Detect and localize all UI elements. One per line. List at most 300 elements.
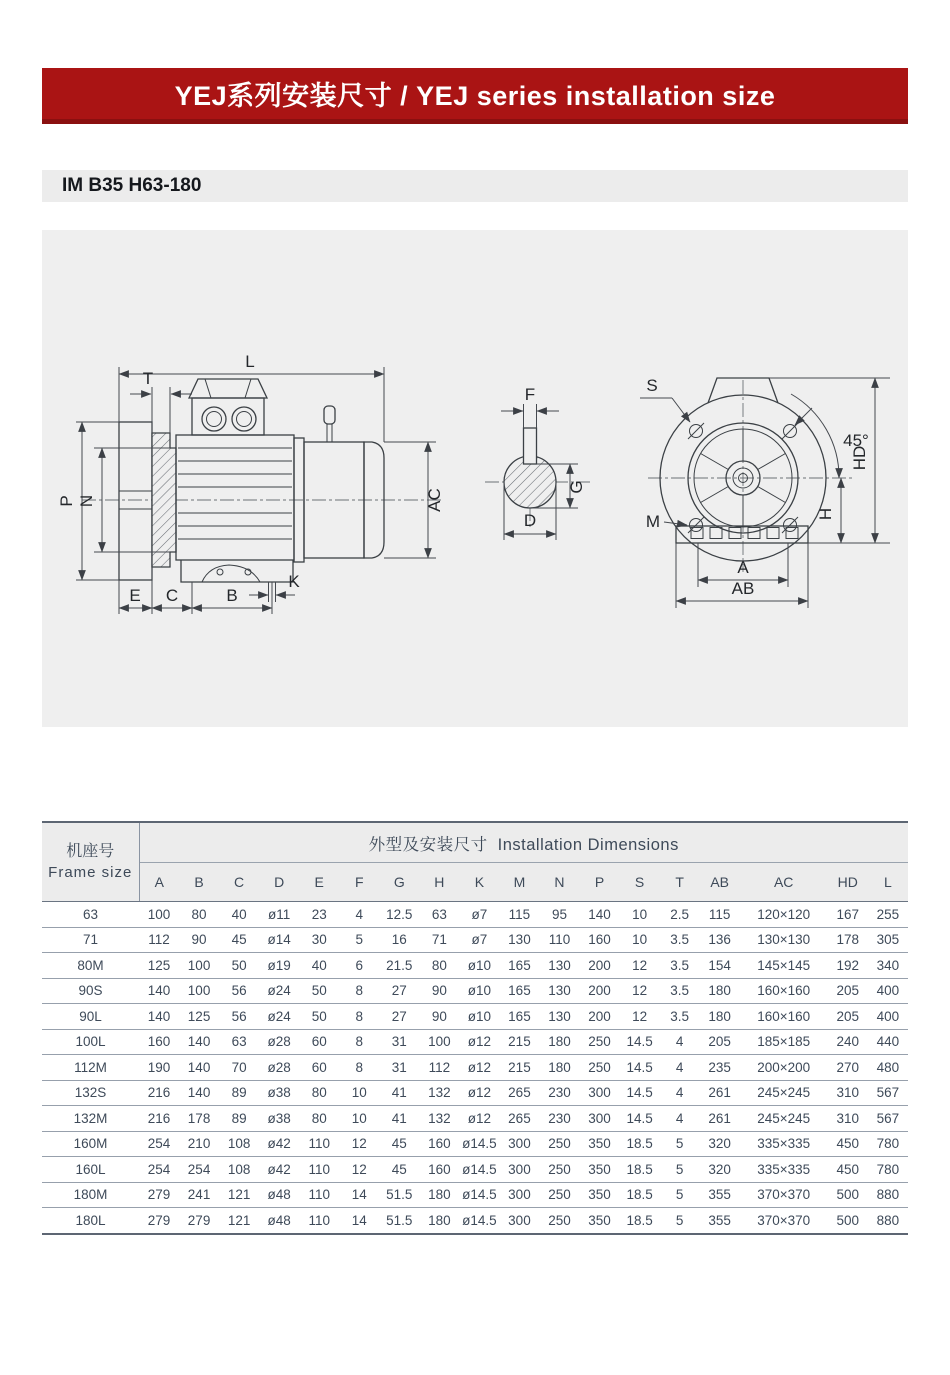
- dimension-cell: 320: [700, 1157, 740, 1183]
- technical-drawing-panel: [42, 230, 908, 727]
- table-row: [42, 1208, 908, 1234]
- dim-label-d: D: [523, 511, 537, 530]
- table-row: [42, 1055, 908, 1081]
- dimension-cell: 200: [580, 953, 620, 979]
- dimension-cell: 160: [139, 1029, 179, 1055]
- dim-label-m: M: [645, 512, 661, 531]
- dimension-cell: 160×160: [740, 1004, 828, 1030]
- dim-label-ab: AB: [731, 579, 755, 598]
- dimension-cell: 500: [828, 1208, 868, 1234]
- dimension-cell: 160×160: [740, 978, 828, 1004]
- dimension-cell: 89: [219, 1106, 259, 1132]
- dimension-cell: ø48: [259, 1182, 299, 1208]
- column-header: T: [660, 863, 700, 902]
- dimension-cell: 140: [179, 1055, 219, 1081]
- frame-size-cell: 80M: [42, 953, 139, 979]
- dimension-cell: ø14.5: [459, 1208, 499, 1234]
- dimension-cell: 45: [219, 927, 259, 953]
- dimension-cell: 8: [339, 1029, 379, 1055]
- dimension-cell: 205: [700, 1029, 740, 1055]
- dimension-cell: 140: [139, 1004, 179, 1030]
- dimension-cell: 45: [379, 1131, 419, 1157]
- column-header: H: [419, 863, 459, 902]
- dimension-cell: 200×200: [740, 1055, 828, 1081]
- dimension-cell: 4: [339, 902, 379, 928]
- dimension-cell: ø14.5: [459, 1131, 499, 1157]
- frame-size-cell: 160M: [42, 1131, 139, 1157]
- dimension-cell: 250: [580, 1029, 620, 1055]
- dimension-cell: 254: [139, 1131, 179, 1157]
- table-row: [42, 1106, 908, 1132]
- dimension-cell: 167: [828, 902, 868, 928]
- dimension-cell: 108: [219, 1157, 259, 1183]
- dimension-cell: 50: [299, 1004, 339, 1030]
- dimension-cell: 50: [219, 953, 259, 979]
- dimension-cell: 178: [828, 927, 868, 953]
- dimension-cell: 279: [139, 1208, 179, 1234]
- table-row: [42, 953, 908, 979]
- dimension-cell: ø7: [459, 902, 499, 928]
- dimension-cell: 250: [539, 1208, 579, 1234]
- dimension-cell: 140: [179, 1080, 219, 1106]
- dimension-cell: 100: [139, 902, 179, 928]
- dimension-cell: 205: [828, 978, 868, 1004]
- dimension-cell: 780: [868, 1157, 908, 1183]
- dimension-cell: 180: [700, 978, 740, 1004]
- column-header: F: [339, 863, 379, 902]
- dimension-cell: 125: [179, 1004, 219, 1030]
- dimension-cell: 350: [580, 1182, 620, 1208]
- dimension-cell: 279: [139, 1182, 179, 1208]
- dimension-cell: ø11: [259, 902, 299, 928]
- dimension-cell: 110: [299, 1182, 339, 1208]
- dimension-cell: 567: [868, 1080, 908, 1106]
- dimension-cell: 63: [419, 902, 459, 928]
- dimension-cell: ø28: [259, 1055, 299, 1081]
- dimension-cell: 2.5: [660, 902, 700, 928]
- dimension-cell: 3.5: [660, 927, 700, 953]
- dimension-cell: 190: [139, 1055, 179, 1081]
- dimension-cell: 254: [179, 1157, 219, 1183]
- dimension-cell: 23: [299, 902, 339, 928]
- dimension-cell: 4: [660, 1029, 700, 1055]
- dimension-cell: 10: [339, 1106, 379, 1132]
- frame-size-cell: 180L: [42, 1208, 139, 1234]
- shaft-section-drawing: [485, 385, 590, 540]
- dimension-cell: 56: [219, 978, 259, 1004]
- dimension-cell: 160: [419, 1157, 459, 1183]
- frame-size-cell: 90L: [42, 1004, 139, 1030]
- dimension-cell: 31: [379, 1029, 419, 1055]
- dimension-cell: ø28: [259, 1029, 299, 1055]
- frame-size-cell: 132M: [42, 1106, 139, 1132]
- dimension-cell: ø19: [259, 953, 299, 979]
- dimension-cell: 400: [868, 978, 908, 1004]
- dimension-cell: 132: [419, 1106, 459, 1132]
- dimension-cell: 132: [419, 1080, 459, 1106]
- dimension-cell: 216: [139, 1106, 179, 1132]
- dimension-cell: 130: [539, 953, 579, 979]
- dimension-cell: 89: [219, 1080, 259, 1106]
- dimension-cell: 350: [580, 1208, 620, 1234]
- dimension-cell: 250: [539, 1131, 579, 1157]
- dimension-cell: 14: [339, 1208, 379, 1234]
- dimension-cell: 6: [339, 953, 379, 979]
- dimension-cell: 14.5: [620, 1080, 660, 1106]
- dimension-cell: 245×245: [740, 1080, 828, 1106]
- dim-label-a: A: [737, 558, 749, 577]
- dim-label-s: S: [646, 376, 658, 395]
- dimension-cell: 350: [580, 1131, 620, 1157]
- dimensions-group-header-zh: 外型及安装尺寸: [368, 835, 488, 854]
- dimension-cell: 8: [339, 1004, 379, 1030]
- dimension-cell: 80: [299, 1080, 339, 1106]
- page-title: YEJ系列安装尺寸 / YEJ series installation size: [174, 81, 776, 111]
- frame-size-cell: 71: [42, 927, 139, 953]
- dimension-cell: 320: [700, 1131, 740, 1157]
- table-row: [42, 1029, 908, 1055]
- dimension-cell: 40: [299, 953, 339, 979]
- dimension-cell: 120×120: [740, 902, 828, 928]
- dimension-cell: 121: [219, 1208, 259, 1234]
- dimension-cell: 27: [379, 1004, 419, 1030]
- dimension-cell: 3.5: [660, 978, 700, 1004]
- dimension-cell: 3.5: [660, 1004, 700, 1030]
- dimension-cell: ø14: [259, 927, 299, 953]
- dimension-cell: 205: [828, 1004, 868, 1030]
- dim-label-c: C: [165, 586, 179, 605]
- dimension-cell: 56: [219, 1004, 259, 1030]
- frame-size-cell: 100L: [42, 1029, 139, 1055]
- dimension-cell: 180: [539, 1055, 579, 1081]
- dimension-cell: 140: [580, 902, 620, 928]
- dimensions-group-header-en: Installation Dimensions: [497, 835, 679, 854]
- dimension-cell: 210: [179, 1131, 219, 1157]
- dimension-cell: 18.5: [620, 1131, 660, 1157]
- dim-label-h: H: [816, 507, 835, 521]
- dimension-cell: 250: [580, 1055, 620, 1081]
- dimension-cell: 450: [828, 1131, 868, 1157]
- catalog-page: [42, 68, 908, 1235]
- dimension-cell: 95: [539, 902, 579, 928]
- frame-size-cell: 180M: [42, 1182, 139, 1208]
- frame-size-cell: 112M: [42, 1055, 139, 1081]
- column-header: A: [139, 863, 179, 902]
- dim-label-angle: 45°: [843, 431, 869, 450]
- dimension-cell: 165: [499, 978, 539, 1004]
- dimension-cell: 130: [539, 978, 579, 1004]
- table-row: [42, 1004, 908, 1030]
- column-header: E: [299, 863, 339, 902]
- dim-label-g: G: [567, 480, 586, 494]
- table-row: [42, 1131, 908, 1157]
- column-header: AB: [700, 863, 740, 902]
- dimension-cell: 80: [299, 1106, 339, 1132]
- dimension-cell: 160: [580, 927, 620, 953]
- table-row: [42, 1182, 908, 1208]
- column-header: G: [379, 863, 419, 902]
- dimension-cell: 310: [828, 1080, 868, 1106]
- column-header: HD: [828, 863, 868, 902]
- dimension-cell: 110: [299, 1157, 339, 1183]
- dimension-cell: 4: [660, 1055, 700, 1081]
- dimension-cell: 110: [539, 927, 579, 953]
- dimension-cell: ø14.5: [459, 1182, 499, 1208]
- dimension-cell: 780: [868, 1131, 908, 1157]
- column-header-row: [42, 863, 908, 902]
- dimension-cell: 180: [419, 1182, 459, 1208]
- dimension-cell: 10: [620, 902, 660, 928]
- dimension-cell: ø12: [459, 1029, 499, 1055]
- dimension-cell: 215: [499, 1055, 539, 1081]
- column-header: B: [179, 863, 219, 902]
- dim-label-ac: AC: [425, 488, 444, 512]
- dimension-cell: 185×185: [740, 1029, 828, 1055]
- dimension-cell: 180: [700, 1004, 740, 1030]
- dim-label-n: N: [77, 494, 96, 508]
- dimension-cell: 51.5: [379, 1182, 419, 1208]
- dimension-cell: 254: [139, 1157, 179, 1183]
- dimension-cell: 100: [419, 1029, 459, 1055]
- dimension-cell: 567: [868, 1106, 908, 1132]
- dim-label-l: L: [245, 352, 255, 371]
- dimension-cell: 100: [179, 978, 219, 1004]
- dimension-cell: 60: [299, 1055, 339, 1081]
- dimension-cell: 18.5: [620, 1208, 660, 1234]
- dimension-cell: 136: [700, 927, 740, 953]
- dimension-cell: 270: [828, 1055, 868, 1081]
- dimension-cell: 90: [419, 1004, 459, 1030]
- frame-size-cell: 63: [42, 902, 139, 928]
- dimension-cell: ø38: [259, 1106, 299, 1132]
- dimension-cell: 880: [868, 1182, 908, 1208]
- dimension-cell: 165: [499, 953, 539, 979]
- dimension-cell: 18.5: [620, 1157, 660, 1183]
- dimension-cell: 192: [828, 953, 868, 979]
- dimension-cell: 112: [139, 927, 179, 953]
- column-header: P: [580, 863, 620, 902]
- dimension-cell: 18.5: [620, 1182, 660, 1208]
- dimension-cell: 300: [580, 1080, 620, 1106]
- table-header-row-1: [42, 822, 908, 863]
- dimension-cell: 480: [868, 1055, 908, 1081]
- dimension-cell: 110: [299, 1131, 339, 1157]
- table-row: [42, 978, 908, 1004]
- dimension-cell: 241: [179, 1182, 219, 1208]
- dimension-cell: ø10: [459, 978, 499, 1004]
- dimension-cell: 14: [339, 1182, 379, 1208]
- dim-label-b: B: [226, 586, 238, 605]
- table-row: [42, 1157, 908, 1183]
- dimension-cell: 245×245: [740, 1106, 828, 1132]
- table-body: [42, 902, 908, 1234]
- column-header: C: [219, 863, 259, 902]
- table-row: [42, 1080, 908, 1106]
- dimension-cell: 4: [660, 1106, 700, 1132]
- dimension-cell: 51.5: [379, 1208, 419, 1234]
- dimension-cell: 340: [868, 953, 908, 979]
- dim-label-t: T: [142, 369, 154, 388]
- dimension-cell: 200: [580, 978, 620, 1004]
- dimension-cell: 12: [620, 953, 660, 979]
- dimension-cell: ø14.5: [459, 1157, 499, 1183]
- installation-drawing: [42, 230, 908, 727]
- dimension-cell: 140: [139, 978, 179, 1004]
- dimension-cell: 265: [499, 1106, 539, 1132]
- dimension-cell: 90: [179, 927, 219, 953]
- dimension-cell: ø10: [459, 953, 499, 979]
- dimension-cell: 3.5: [660, 953, 700, 979]
- dimension-cell: 279: [179, 1208, 219, 1234]
- dimension-cell: 12: [620, 1004, 660, 1030]
- frame-size-cell: 90S: [42, 978, 139, 1004]
- dimension-cell: 8: [339, 978, 379, 1004]
- dim-label-f: F: [524, 385, 536, 404]
- mounting-code: IM B35 H63-180: [62, 175, 202, 196]
- dimension-cell: 215: [499, 1029, 539, 1055]
- dimension-cell: 71: [419, 927, 459, 953]
- dimension-cell: 27: [379, 978, 419, 1004]
- dimension-cell: ø10: [459, 1004, 499, 1030]
- dimension-cell: 880: [868, 1208, 908, 1234]
- dimension-cell: 250: [539, 1182, 579, 1208]
- dimension-cell: 450: [828, 1157, 868, 1183]
- dimension-cell: 370×370: [740, 1182, 828, 1208]
- dimension-cell: 5: [660, 1157, 700, 1183]
- dimension-cell: 261: [700, 1080, 740, 1106]
- dimension-cell: 14.5: [620, 1029, 660, 1055]
- column-header: AC: [740, 863, 828, 902]
- dimension-cell: 112: [419, 1055, 459, 1081]
- dimension-cell: 115: [700, 902, 740, 928]
- dimension-cell: 60: [299, 1029, 339, 1055]
- dim-label-e: E: [129, 586, 141, 605]
- dimension-cell: 108: [219, 1131, 259, 1157]
- dimension-cell: 4: [660, 1080, 700, 1106]
- dimension-cell: 10: [339, 1080, 379, 1106]
- dimension-cell: 16: [379, 927, 419, 953]
- dimension-cell: 335×335: [740, 1157, 828, 1183]
- dimension-cell: 400: [868, 1004, 908, 1030]
- dimension-cell: 300: [499, 1182, 539, 1208]
- dimension-cell: 300: [499, 1208, 539, 1234]
- dimension-cell: 12.5: [379, 902, 419, 928]
- frame-size-cell: 132S: [42, 1080, 139, 1106]
- frame-size-header-en: Frame size: [48, 864, 133, 882]
- dimensions-group-header: [139, 822, 908, 863]
- dimension-cell: 178: [179, 1106, 219, 1132]
- dimension-cell: 125: [139, 953, 179, 979]
- frame-size-header-zh: 机座号: [66, 843, 115, 861]
- dimension-cell: ø48: [259, 1208, 299, 1234]
- dimension-cell: 41: [379, 1106, 419, 1132]
- dimension-cell: 355: [700, 1208, 740, 1234]
- dimension-cell: 14.5: [620, 1055, 660, 1081]
- dimension-cell: 40: [219, 902, 259, 928]
- dimension-cell: 63: [219, 1029, 259, 1055]
- dimension-cell: 110: [299, 1208, 339, 1234]
- column-header: D: [259, 863, 299, 902]
- dimension-cell: 10: [620, 927, 660, 953]
- dimension-cell: 5: [660, 1131, 700, 1157]
- side-view-drawing: [57, 352, 444, 614]
- dimension-cell: 121: [219, 1182, 259, 1208]
- dimension-cell: 100: [179, 953, 219, 979]
- dimension-cell: 5: [339, 927, 379, 953]
- dimension-cell: 14.5: [620, 1106, 660, 1132]
- dimension-cell: 145×145: [740, 953, 828, 979]
- dim-label-p: P: [57, 495, 76, 507]
- dimension-cell: 12: [620, 978, 660, 1004]
- dimension-cell: 250: [539, 1157, 579, 1183]
- dimension-cell: 115: [499, 902, 539, 928]
- dim-label-hd: HD: [850, 445, 869, 471]
- dimension-cell: ø12: [459, 1055, 499, 1081]
- dimension-cell: ø12: [459, 1080, 499, 1106]
- dimension-cell: 154: [700, 953, 740, 979]
- column-header: N: [539, 863, 579, 902]
- dimension-cell: 130: [539, 1004, 579, 1030]
- dimension-cell: 21.5: [379, 953, 419, 979]
- dimension-cell: 80: [419, 953, 459, 979]
- dimension-cell: ø24: [259, 978, 299, 1004]
- dimension-cell: 180: [419, 1208, 459, 1234]
- dimension-cell: 31: [379, 1055, 419, 1081]
- dimension-cell: 261: [700, 1106, 740, 1132]
- mounting-code-bar: [42, 170, 908, 202]
- dimension-cell: 140: [179, 1029, 219, 1055]
- frame-size-header: [42, 822, 139, 902]
- dimension-cell: 50: [299, 978, 339, 1004]
- dimension-cell: ø7: [459, 927, 499, 953]
- dimension-cell: 300: [499, 1157, 539, 1183]
- dimension-cell: 440: [868, 1029, 908, 1055]
- dimension-cell: 90: [419, 978, 459, 1004]
- title-banner: [42, 68, 908, 124]
- dimension-cell: ø42: [259, 1157, 299, 1183]
- dimension-cell: 45: [379, 1157, 419, 1183]
- dimension-cell: 130: [499, 927, 539, 953]
- frame-size-cell: 160L: [42, 1157, 139, 1183]
- dimension-cell: 240: [828, 1029, 868, 1055]
- dimension-cell: 80: [179, 902, 219, 928]
- dimension-cell: 230: [539, 1106, 579, 1132]
- column-header: M: [499, 863, 539, 902]
- dimension-cell: ø42: [259, 1131, 299, 1157]
- dimension-cell: 180: [539, 1029, 579, 1055]
- dimension-cell: 12: [339, 1131, 379, 1157]
- dimension-cell: 230: [539, 1080, 579, 1106]
- dimension-cell: 335×335: [740, 1131, 828, 1157]
- dimension-cell: 12: [339, 1157, 379, 1183]
- dimension-cell: 200: [580, 1004, 620, 1030]
- dimension-cell: 5: [660, 1182, 700, 1208]
- dimension-cell: 310: [828, 1106, 868, 1132]
- column-header: K: [459, 863, 499, 902]
- dimension-cell: 265: [499, 1080, 539, 1106]
- dimension-cell: 70: [219, 1055, 259, 1081]
- dimension-cell: 350: [580, 1157, 620, 1183]
- column-header: S: [620, 863, 660, 902]
- dimension-cell: 305: [868, 927, 908, 953]
- dimension-cell: 255: [868, 902, 908, 928]
- installation-dimensions-table: [42, 821, 908, 1235]
- dimension-cell: ø38: [259, 1080, 299, 1106]
- dimension-cell: ø12: [459, 1106, 499, 1132]
- dimension-cell: 160: [419, 1131, 459, 1157]
- dimension-cell: 130×130: [740, 927, 828, 953]
- dimension-cell: 165: [499, 1004, 539, 1030]
